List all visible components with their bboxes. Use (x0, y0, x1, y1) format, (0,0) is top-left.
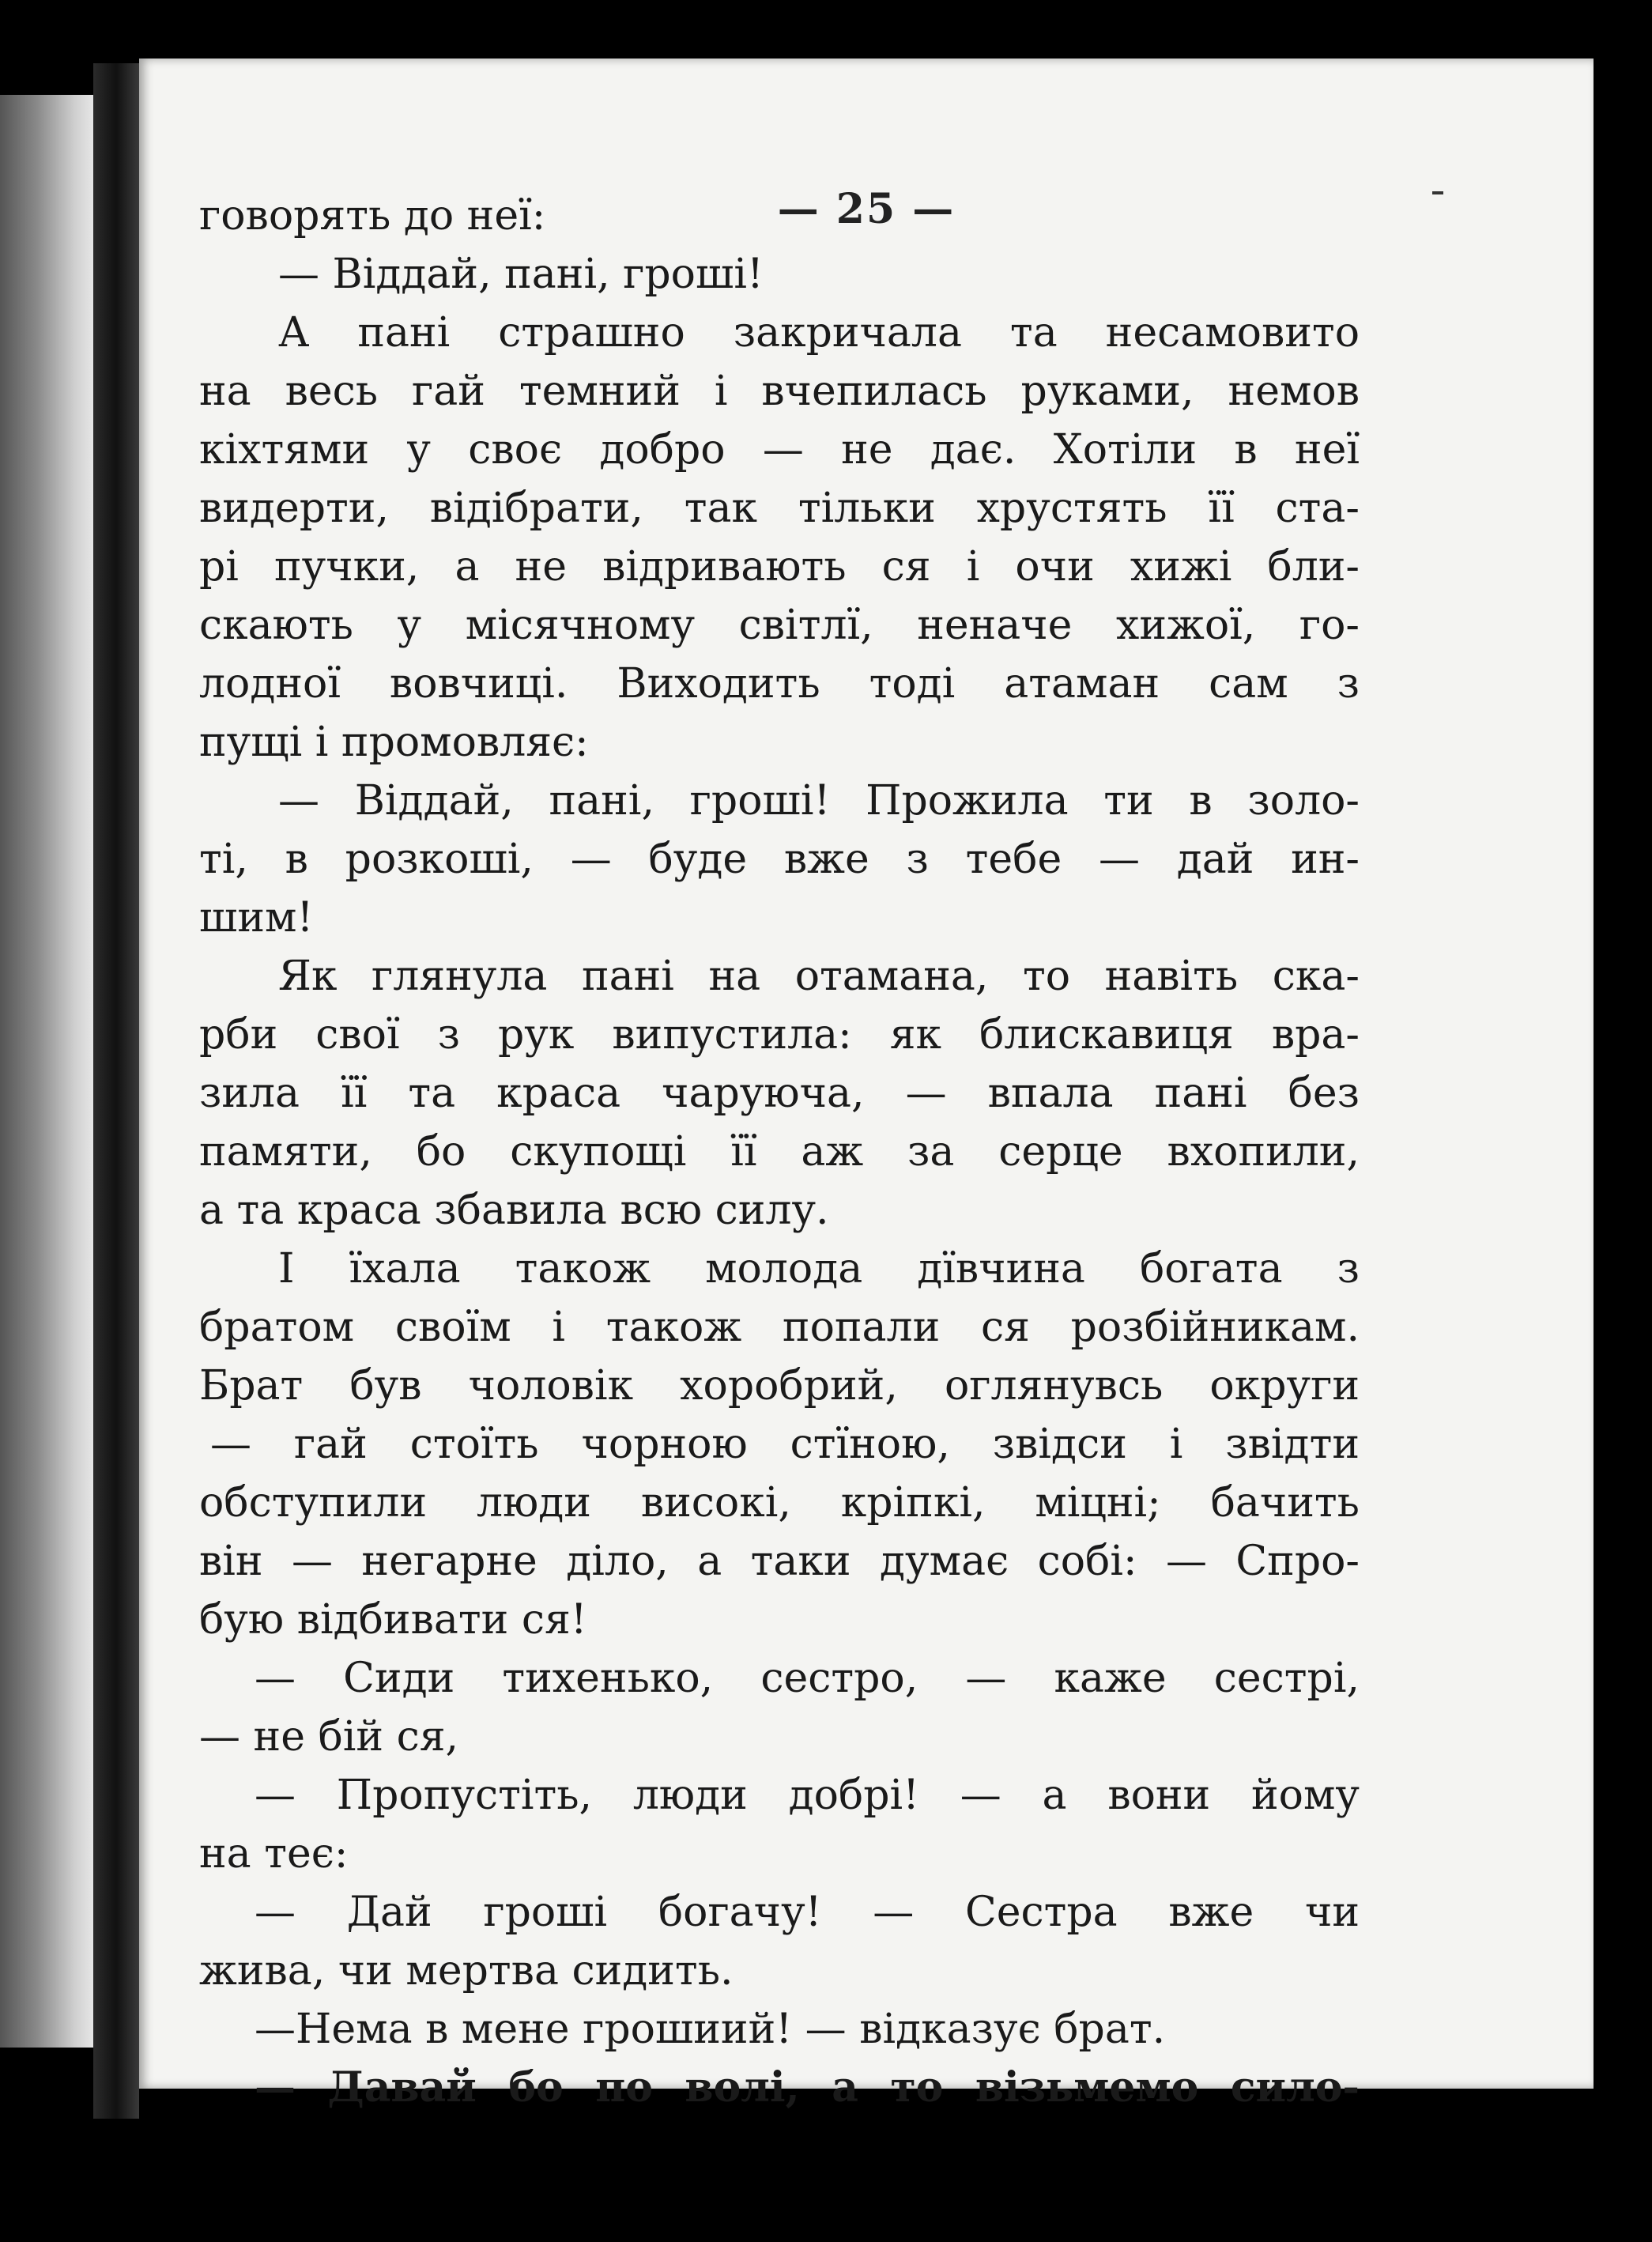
text-line: І їхала також молода дївчина богата з (278, 1245, 1360, 1293)
text-line: бую відбивати ся! (199, 1596, 587, 1644)
text-line: — гай стоїть чорною стїною, звідси і звідти (210, 1421, 1360, 1468)
text-line: — Дай гроші богачу! — Сестра вже чи (255, 1889, 1360, 1936)
page-text (199, 187, 1360, 2117)
text-line: кіхтями у своє добро — не дає. Хотіли в неї (199, 426, 1360, 474)
text-line: пущі і промовляє: (199, 719, 589, 766)
text-line: — Пропустіть, люди добрі! — а вони йому (255, 1772, 1360, 1819)
page-number: — 25 — (777, 185, 956, 233)
book-gutter (93, 63, 139, 2119)
text-line: а та краса збавила всю силу. (199, 1187, 829, 1234)
text-line: Брат був чоловік хоробрий, оглянувсь округи (199, 1362, 1360, 1410)
text-line: рби свої з рук випустила: як блискавиця вра- (199, 1011, 1360, 1059)
text-line: зила її та краса чаруюча, — впала пані без (199, 1070, 1360, 1117)
left-page-edge (0, 95, 93, 2048)
text-line: на теє: (199, 1830, 349, 1878)
text-line: лодної вовчиці. Виходить тоді атаман сам з (199, 660, 1360, 708)
text-line: ті, в розкоші, — буде вже з тебе — дай ин- (199, 836, 1360, 883)
text-line: він — негарне діло, а таки думає собі: — Спро- (199, 1538, 1360, 1585)
text-line: — не бій ся, (199, 1713, 459, 1761)
text-line: —Нема в мене грошиий! — відказує брат. (255, 2006, 1166, 2053)
text-line: Як глянула пані на отамана, то навіть ска- (278, 953, 1360, 1000)
text-line: — Віддай, пані, гроші! (278, 251, 764, 298)
text-line: А пані страшно закричала та несамовито (278, 309, 1360, 357)
text-line: — Віддай, пані, гроші! Прожила ти в золо- (278, 777, 1360, 825)
text-line: памяти, бо скупощі її аж за серце вхопили, (199, 1128, 1360, 1176)
text-line: — Давай бо по волі, а то візьмемо сило- (255, 2063, 1360, 2112)
text-line: рі пучки, а не відривають ся і очи хижі бли- (199, 543, 1360, 591)
text-line: на весь гай темний і вчепилась руками, немов (199, 368, 1360, 415)
text-line: обступили люди високі, кріпкі, міцні; бачить (199, 1479, 1360, 1527)
text-line: скають у місячному світлї, неначе хижої, го- (199, 602, 1360, 649)
text-line: видерти, відібрати, так тільки хрустять її ста- (199, 485, 1360, 532)
text-line: — Сиди тихенько, сестро, — каже сестрі, (255, 1655, 1360, 1702)
corner-mark (1432, 191, 1443, 194)
text-line: говорять до неї: (199, 192, 546, 240)
text-line: жива, чи мертва сидить. (199, 1947, 734, 1995)
text-line: братом своїм і також попали ся розбійникам. (199, 1304, 1360, 1351)
text-line: шим! (199, 894, 314, 942)
